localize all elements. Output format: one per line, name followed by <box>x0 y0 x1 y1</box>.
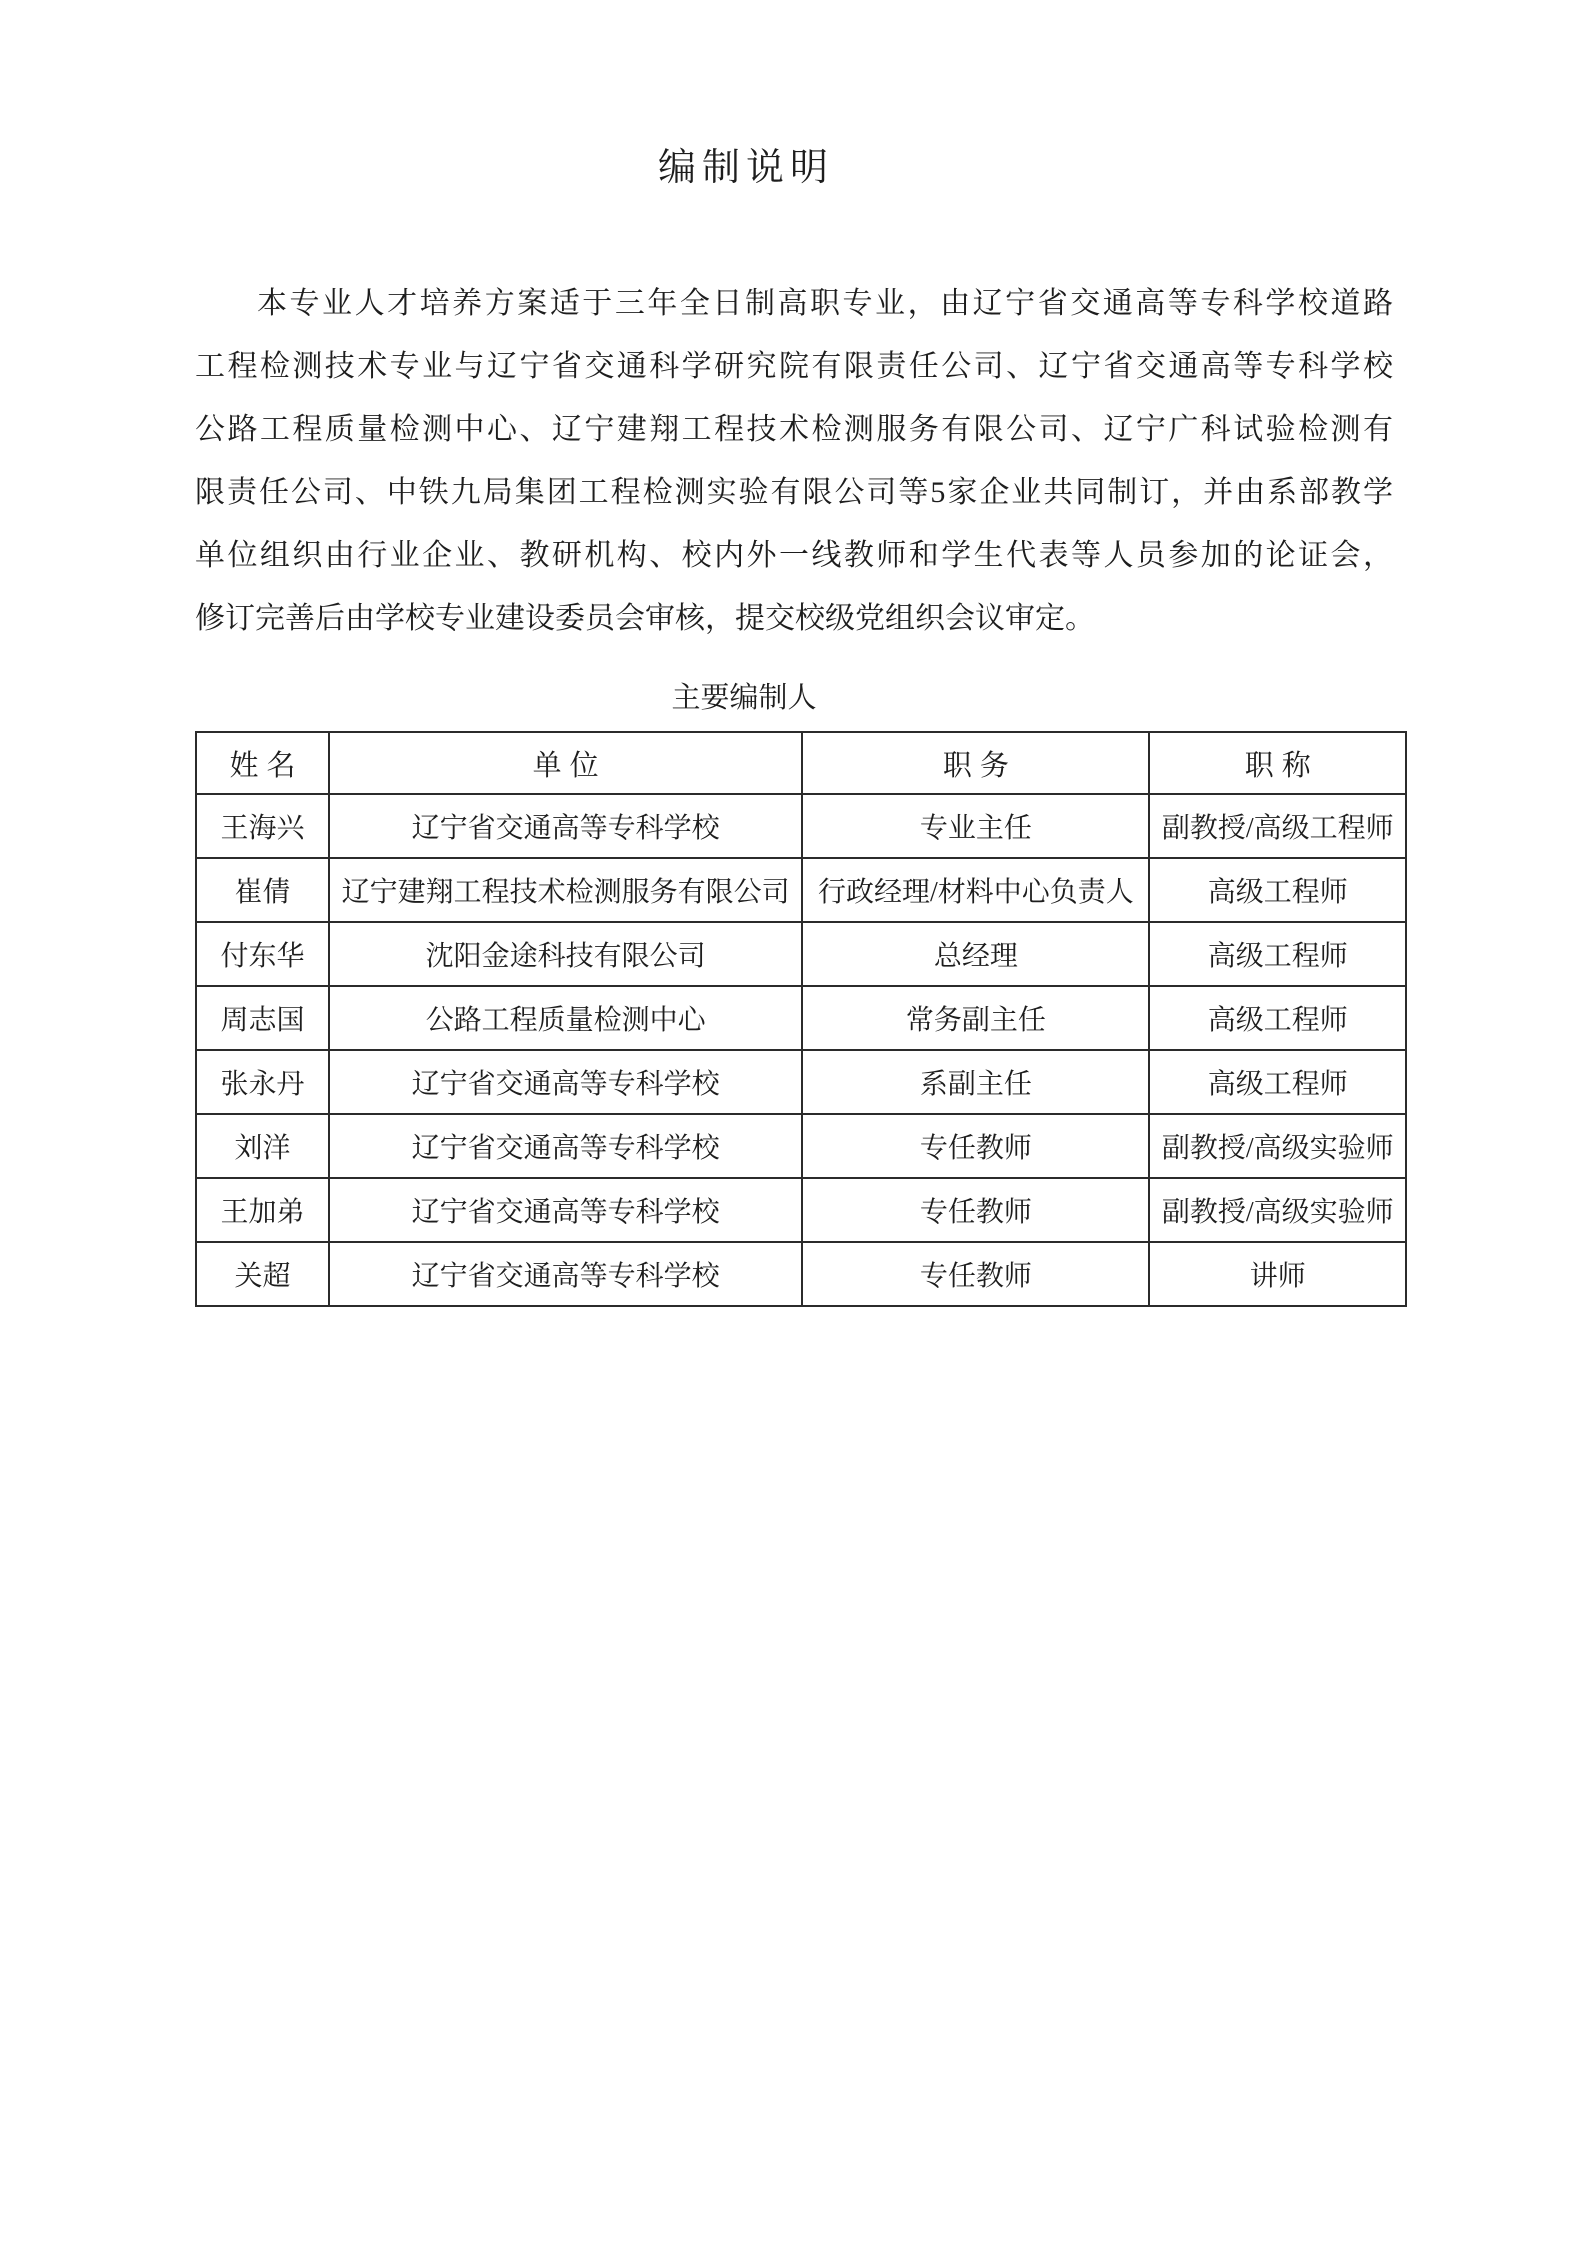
paragraph-line: 本专业人才培养方案适于三年全日制高职专业，由辽宁省交通高等专科学校道路 <box>257 287 1393 320</box>
cell-position: 专业主任 <box>802 794 1149 858</box>
table-row <box>196 1242 1406 1306</box>
cell-unit: 沈阳金途科技有限公司 <box>329 922 802 986</box>
cell-title: 高级工程师 <box>1149 858 1406 922</box>
intro-paragraph <box>195 272 1393 650</box>
cell-position: 专任教师 <box>802 1114 1149 1178</box>
cell-unit: 辽宁省交通高等专科学校 <box>329 1242 802 1306</box>
table-row <box>196 1050 1406 1114</box>
cell-name: 周志国 <box>196 986 329 1050</box>
cell-name: 王加弟 <box>196 1178 329 1242</box>
cell-title: 副教授/高级实验师 <box>1149 1178 1406 1242</box>
page-title: 编制说明 <box>657 147 834 189</box>
cell-unit: 辽宁省交通高等专科学校 <box>329 1050 802 1114</box>
table-row <box>196 1178 1406 1242</box>
cell-unit: 辽宁省交通高等专科学校 <box>329 1178 802 1242</box>
cell-position: 专任教师 <box>802 1178 1149 1242</box>
paragraph-line: 单位组织由行业企业、教研机构、校内外一线教师和学生代表等人员参加的论证会， <box>195 539 1393 572</box>
table-row <box>196 858 1406 922</box>
column-header-unit: 单位 <box>329 732 802 794</box>
table-header-row <box>196 732 1406 794</box>
compilers-table <box>195 731 1407 1307</box>
cell-name: 付东华 <box>196 922 329 986</box>
paragraph-line: 修订完善后由学校专业建设委员会审核，提交校级党组织会议审定。 <box>195 602 1095 635</box>
cell-unit: 辽宁建翔工程技术检测服务有限公司 <box>329 858 802 922</box>
cell-position: 行政经理/材料中心负责人 <box>802 858 1149 922</box>
cell-position: 常务副主任 <box>802 986 1149 1050</box>
paragraph-line: 限责任公司、中铁九局集团工程检测实验有限公司等5家企业共同制订，并由系部教学 <box>195 476 1393 509</box>
cell-title: 高级工程师 <box>1149 1050 1406 1114</box>
cell-unit: 辽宁省交通高等专科学校 <box>329 794 802 858</box>
table-row <box>196 1114 1406 1178</box>
table-body <box>196 794 1406 1306</box>
cell-position: 总经理 <box>802 922 1149 986</box>
cell-unit: 辽宁省交通高等专科学校 <box>329 1114 802 1178</box>
cell-title: 副教授/高级工程师 <box>1149 794 1406 858</box>
column-header-name: 姓名 <box>196 732 329 794</box>
table-row <box>196 794 1406 858</box>
cell-name: 关超 <box>196 1242 329 1306</box>
cell-name: 崔倩 <box>196 858 329 922</box>
column-header-title: 职称 <box>1149 732 1406 794</box>
table-row <box>196 922 1406 986</box>
cell-title: 副教授/高级实验师 <box>1149 1114 1406 1178</box>
paragraph-line: 工程检测技术专业与辽宁省交通科学研究院有限责任公司、辽宁省交通高等专科学校 <box>195 350 1393 383</box>
cell-title: 讲师 <box>1149 1242 1406 1306</box>
cell-name: 王海兴 <box>196 794 329 858</box>
cell-title: 高级工程师 <box>1149 922 1406 986</box>
cell-position: 专任教师 <box>802 1242 1149 1306</box>
cell-name: 刘洋 <box>196 1114 329 1178</box>
paragraph-line: 公路工程质量检测中心、辽宁建翔工程技术检测服务有限公司、辽宁广科试验检测有 <box>195 413 1393 446</box>
cell-title: 高级工程师 <box>1149 986 1406 1050</box>
column-header-position: 职务 <box>802 732 1149 794</box>
cell-position: 系副主任 <box>802 1050 1149 1114</box>
table-caption: 主要编制人 <box>671 682 817 714</box>
cell-unit: 公路工程质量检测中心 <box>329 986 802 1050</box>
table-row <box>196 986 1406 1050</box>
cell-name: 张永丹 <box>196 1050 329 1114</box>
